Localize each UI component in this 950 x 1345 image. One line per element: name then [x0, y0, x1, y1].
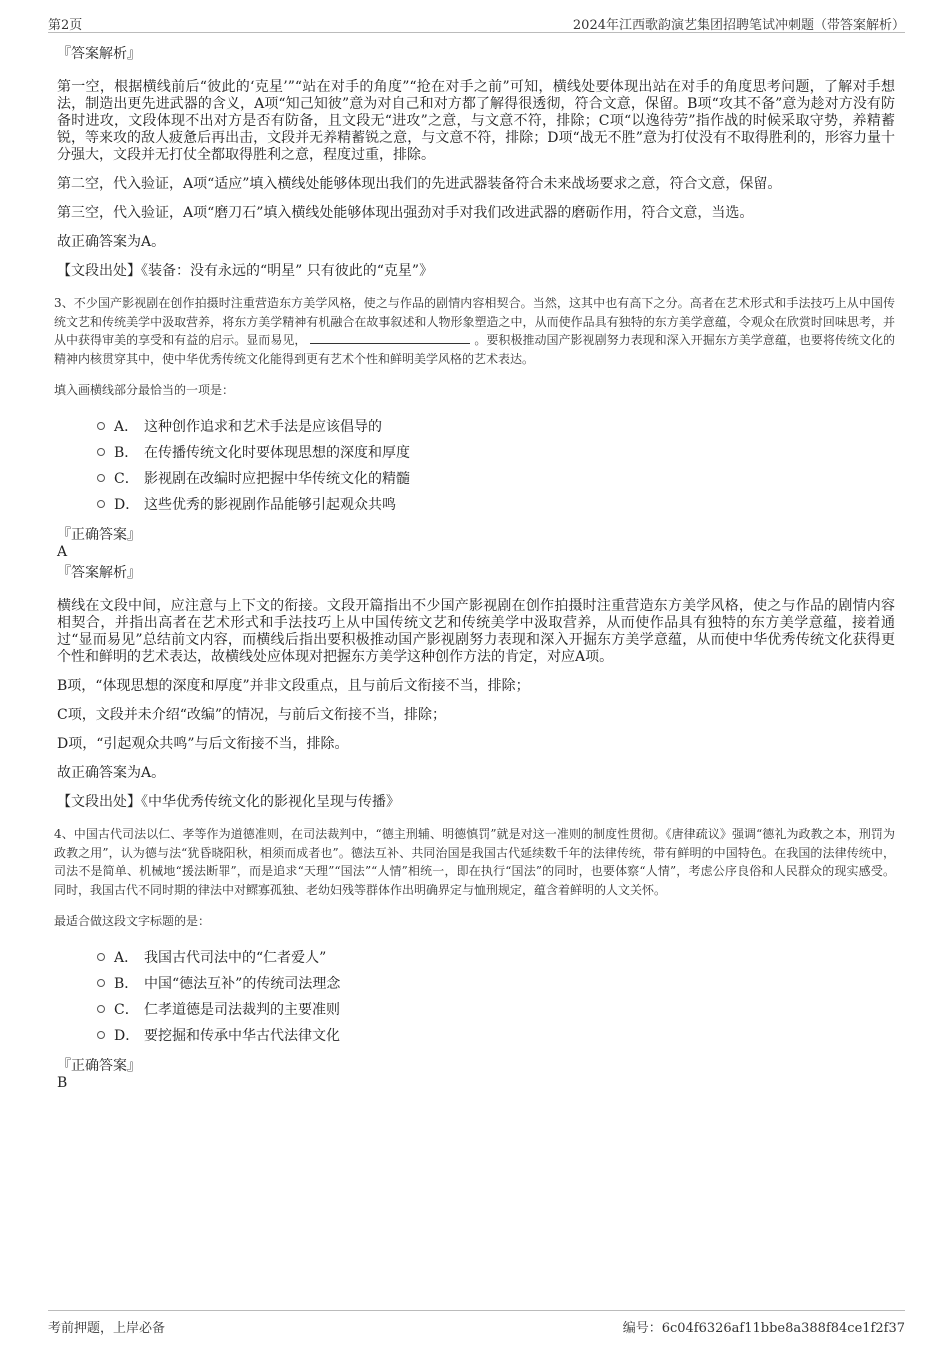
document-title: 2024年江西歌韵演艺集团招聘笔试冲刺题（带答案解析） — [572, 18, 905, 33]
option-a[interactable]: A． 这种创作追求和艺术手法是应该倡导的 — [97, 413, 895, 439]
option-c[interactable]: C． 仁孝道德是司法裁判的主要准则 — [97, 996, 895, 1022]
document-body — [54, 46, 895, 1096]
analysis-conclusion: 故正确答案为A。 — [57, 234, 166, 250]
answer-label: 『正确答案』 — [57, 527, 141, 543]
radio-icon[interactable] — [97, 422, 105, 430]
radio-icon[interactable] — [97, 979, 105, 987]
footer-slogan: 考前押题，上岸必备 — [48, 1321, 166, 1336]
radio-icon[interactable] — [97, 1031, 105, 1039]
analysis-label: 『答案解析』 — [57, 46, 141, 62]
correct-answer: B — [57, 1075, 68, 1091]
option-b[interactable]: B． 在传播传统文化时要体现思想的深度和厚度 — [97, 439, 895, 465]
radio-icon[interactable] — [97, 448, 105, 456]
source-citation: 【文段出处】《装备：没有永远的“明星” 只有彼此的“克星”》 — [57, 263, 434, 279]
analysis-paragraph: 第一空，根据横线前后“彼此的‘克星’”“站在对手的角度”“抢在对手之前”可知，横线处要体现出站在对手的角度思考问题，了解对手想法，制造出更先进武器的含义，A项“知己知彼”意为对自己和对方都了解得很透彻，符合文意，保留。B项“攻其不备”意为趁对方没有防备时进攻，文段体现不出对方是否有防备，且文段无“进攻”之意，与文意不符，排除；C项“以逸待劳”指作战的时候采取守势，养精蓄锐，等来攻的敌人疲惫后再出击，文段并无养精蓄锐之意，与文意不符，排除；D项“战无不胜”意为打仗没有不取得胜利的，形容力量十分强大，文段并无打仗全都取得胜利之意，程度过重，排除。 — [57, 79, 895, 163]
fill-blank — [310, 331, 470, 344]
page-footer — [48, 1310, 905, 1337]
correct-answer: A — [57, 544, 68, 560]
question-4-options — [97, 944, 895, 1048]
option-c[interactable]: C． 影视剧在改编时应把握中华传统文化的精髓 — [97, 465, 895, 491]
analysis-paragraph: 第二空，代入验证，A项“适应”填入横线处能够体现出我们的先进武器装备符合未来战场要求之意，符合文意，保留。 — [57, 176, 782, 192]
radio-icon[interactable] — [97, 474, 105, 482]
analysis-paragraph: D项，“引起观众共鸣”与后文衔接不当，排除。 — [57, 736, 349, 752]
radio-icon[interactable] — [97, 500, 105, 508]
question-4-stem: 4、中国古代司法以仁、孝等作为道德准则，在司法裁判中，“德主刑辅、明德慎罚”就是对这一准则的制度性贯彻。《唐律疏议》强调“德礼为政教之本，刑罚为政教之用”，认为德与法“犹昏晓阳秋，相须而成者也”。德法互补、共同治国是我国古代延续数千年的法律传统，带有鲜明的中国特色。在我国的法律传统中，司法不是简单、机械地“援法断罪”，而是追求“天理”“国法”“人情”相统一，即在执行“国法”的同时，也要体察“人情”，考虑公序良俗和人民群众的现实感受。同时，我国古代不同时期的律法中对鳏寡孤独、老幼妇残等群体作出明确界定与恤刑规定，蕴含着鲜明的人文关怀。 — [54, 827, 895, 897]
question-3-prompt: 填入画横线部分最恰当的一项是： — [54, 383, 235, 397]
analysis-conclusion: 故正确答案为A。 — [57, 765, 166, 781]
question-3-stem: 3、不少国产影视剧在创作拍摄时注重营造东方美学风格，使之与作品的剧情内容相契合。当然，这其中也有高下之分。高者在艺术形式和手法技巧上从中国传统文艺和传统美学中汲取营养，将东方美学精神有机融合在故事叙述和人物形象塑造之中，从而使作品具有独特的东方美学意蕴，令观众在欣赏时回味思考，并从中获得审美的享受和有益的启示。显而易见， 。要积极推动国产影视剧努力表现和深入开掘东方美学意蕴，也要将传统文化的精神内核贯穿其中，使中华优秀传统文化能得到更有艺术个性和鲜明美学风格的艺术表达。 — [54, 296, 895, 366]
page-header — [48, 10, 905, 33]
analysis-paragraph: 第三空，代入验证，A项“磨刀石”填入横线处能够体现出强劲对手对我们改进武器的磨砺作用，符合文意，当选。 — [57, 205, 754, 221]
source-citation: 【文段出处】《中华优秀传统文化的影视化呈现与传播》 — [57, 794, 400, 810]
option-a[interactable]: A． 我国古代司法中的“仁者爱人” — [97, 944, 895, 970]
page-number: 第2页 — [48, 18, 83, 33]
option-d[interactable]: D． 要挖掘和传承中华古代法律文化 — [97, 1022, 895, 1048]
radio-icon[interactable] — [97, 1005, 105, 1013]
analysis-paragraph: 横线在文段中间，应注意与上下文的衔接。文段开篇指出不少国产影视剧在创作拍摄时注重营造东方美学风格，使之与作品的剧情内容相契合，并指出高者在艺术形式和手法技巧上从中国传统文艺和传统美学中汲取营养，从而使作品具有独特的东方美学意蕴，接着通过“显而易见”总结前文内容，而横线后指出要积极推动国产影视剧努力表现和深入开掘东方美学意蕴，从而使中华优秀传统文化获得更个性和鲜明的艺术表达，故横线处应体现对把握东方美学这种创作方法的肯定，对应A项。 — [57, 598, 895, 665]
analysis-paragraph: C项，文段并未介绍“改编”的情况，与前后文衔接不当，排除； — [57, 707, 447, 723]
analysis-label: 『答案解析』 — [57, 565, 141, 581]
option-d[interactable]: D． 这些优秀的影视剧作品能够引起观众共鸣 — [97, 491, 895, 517]
question-4-prompt: 最适合做这段文字标题的是： — [54, 914, 211, 928]
question-3-options — [97, 413, 895, 517]
document-code: 编号：6c04f6326af11bbe8a388f84ce1f2f37 — [622, 1321, 905, 1336]
answer-label: 『正确答案』 — [57, 1058, 141, 1074]
radio-icon[interactable] — [97, 953, 105, 961]
option-b[interactable]: B． 中国“德法互补”的传统司法理念 — [97, 970, 895, 996]
analysis-paragraph: B项，“体现思想的深度和厚度”并非文段重点，且与前后文衔接不当，排除； — [57, 678, 530, 694]
